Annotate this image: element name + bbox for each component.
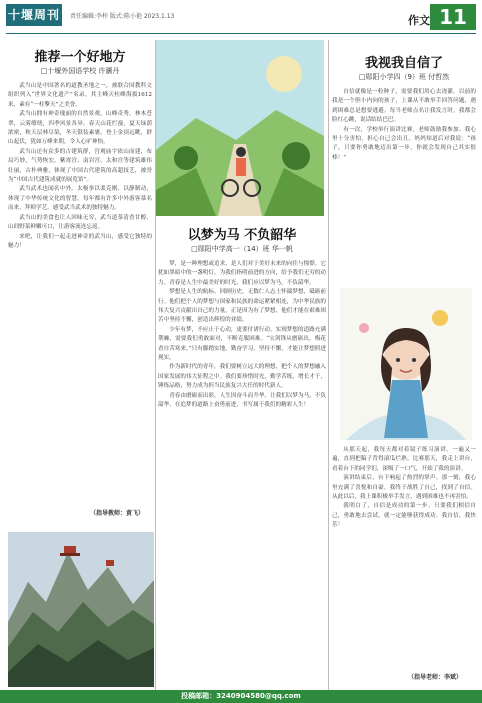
article3-teacher: （指导老师：李斌） bbox=[408, 674, 463, 681]
article3-body-bottom bbox=[332, 446, 476, 668]
cyclists-illustration bbox=[156, 40, 324, 216]
page-number-badge: 11 bbox=[430, 4, 476, 30]
article3-author: □郧阳小学四（9）班 付哲然 bbox=[358, 73, 450, 81]
page-header bbox=[0, 0, 482, 40]
article2-paragraph: 梦，是一种理想或追求，是人们对于美好未来的向往与憧憬。它犹如黑暗中的一盏明灯，为我们指明前进的方向，给予我们无穷的动力。青春是人生中最美好的时光，我们应以梦为马，不负韶华。 bbox=[158, 261, 326, 286]
column-divider-right bbox=[328, 40, 329, 690]
article2-paragraph: 少年有梦，不应止于心动，更要付诸行动。实现梦想的道路充满荆棘，需要我们勇敢面对，不断克服困难。“宝剑锋从磨砺出，梅花香自苦寒来。”只有脚踏实地，勤奋学习，坚持不懈，才能让梦想照进现实。 bbox=[158, 326, 326, 362]
article3-paragraph: 有一次，学校举行演讲比赛，老师鼓励我参加。我心里十分害怕，担心自己会出丑。妈妈知道后对我说：“孩子，只要你勇敢地迈出第一步，你就会发现自己其实很棒！” bbox=[332, 126, 476, 161]
article1-teacher: （指导教师：黄飞） bbox=[90, 510, 145, 517]
article3-body-top bbox=[332, 88, 476, 284]
page-footer bbox=[0, 690, 482, 703]
article1-paragraph: 武当山是中国著名的道教圣地之一，被联合国教科文组织列入“世界文化遗产”名录。其主峰天柱峰海拔1612米，素有“一柱擎天”之美誉。 bbox=[8, 83, 152, 108]
article2-paragraph: 青春由磨砺而出彩，人生因奋斗而升华。让我们以梦为马，不负韶华，在追梦的道路上奋勇前进，书写属于我们的精彩人生！ bbox=[158, 392, 326, 409]
girl-illustration bbox=[340, 288, 472, 440]
header-rule bbox=[6, 33, 476, 34]
article3-title: 我视我自信了 bbox=[364, 56, 443, 71]
article2-paragraph: 梦想是人生的航标。回顾历史，无数仁人志士怀揣梦想，砥砺前行。他们把个人的梦想与国家和民族的命运紧紧相连，为中华民族的伟大复兴贡献出自己的力量。正是因为有了梦想，他们才能在艰难困苦中坚持不懈，创造出辉煌的业绩。 bbox=[158, 289, 326, 324]
article3-paragraph: 我明白了，自信是成功的第一步。只要我们相信自己，勇敢地去尝试，就一定能够获得成功。我自信，我快乐！ bbox=[332, 503, 476, 529]
article1-title: 推荐一个好地方 bbox=[34, 50, 126, 65]
article1-body bbox=[8, 82, 152, 498]
article1-paragraph: 武当山的美食也让人回味无穷，武当道茶清香甘醇，山间野菜鲜嫩可口，让游客流连忘返。 bbox=[8, 214, 152, 231]
article2-body bbox=[158, 260, 326, 685]
article1-paragraph: 武当武术也闻名中外。太极拳以柔克刚、以静制动，体现了中华传统文化的智慧。每年都有许多中外游客慕名而来，拜师学艺，感受武当武术的独特魅力。 bbox=[8, 186, 152, 212]
article2-author: □郧阳中学高一（14）班 华一帆 bbox=[191, 245, 293, 253]
submission-email: 投稿邮箱：3240904580@qq.com bbox=[181, 692, 301, 700]
article3-paragraph: 从那天起，我每天都对着镜子练习演讲，一遍又一遍，直到把稿子背得滚瓜烂熟。比赛那天，我走上讲台，看着台下的同学们，深吸了一口气，开始了我的演讲。 bbox=[332, 447, 476, 472]
article2-paragraph: 作为新时代的青年，我们要树立远大的理想，把个人的梦想融入国家发展的伟大征程之中。我们要珍惜时光，勤学苦练，增长才干，锤炼品格，努力成为担当民族复兴大任的时代新人。 bbox=[158, 364, 326, 390]
article1-author: □十堰外国语学校 许灏丹 bbox=[40, 67, 120, 75]
article1-paragraph: 武当山拥有神奇瑰丽的自然景观，山峰奇秀，林木苍翠，云雾缭绕，四季风景各异。春天山花烂漫，夏天绿荫浓密，秋天层林尽染，冬天银装素裹。登上金顶远眺，群山起伏，犹如万峰来朝，令人心旷神怡。 bbox=[8, 111, 152, 146]
wudang-mountain-illustration bbox=[8, 532, 154, 687]
article2-title: 以梦为马 不负韶华 bbox=[187, 228, 297, 243]
editor-meta: 责任编辑:李梓 版式:陈小艳 2023.1.13 bbox=[70, 13, 175, 20]
section-label: 作文 bbox=[408, 14, 430, 27]
article1-paragraph: 来吧，让我们一起走进神奇的武当山，感受它独特的魅力！ bbox=[8, 233, 152, 249]
article3-paragraph: 演讲结束后，台下响起了热烈的掌声。那一刻，我心里充满了喜悦和自豪。我终于战胜了自己，找到了自信。从此以后，我上课积极举手发言，遇到困难也不再害怕。 bbox=[332, 475, 476, 501]
masthead-brand: 十堰周刊 bbox=[6, 4, 62, 26]
article3-paragraph: 自信就像是一粒种子，需要我们用心去浇灌。以前的我是一个胆小内向的孩子，上课从不敢举手回答问题，遇到困难总是想要逃避。每当老师点名让我发言时，我都会脸红心跳，说话结结巴巴。 bbox=[332, 89, 476, 124]
article1-paragraph: 武当山还有众多的古建筑群，宫观庙宇依山而建，布局巧妙，气势恢宏。紫霄宫、南岩宫、太和宫等建筑雄伟壮丽，古朴典雅，体现了中国古代建筑的高超技艺，被誉为“中国古代建筑成就的展览馆”。 bbox=[8, 148, 152, 184]
